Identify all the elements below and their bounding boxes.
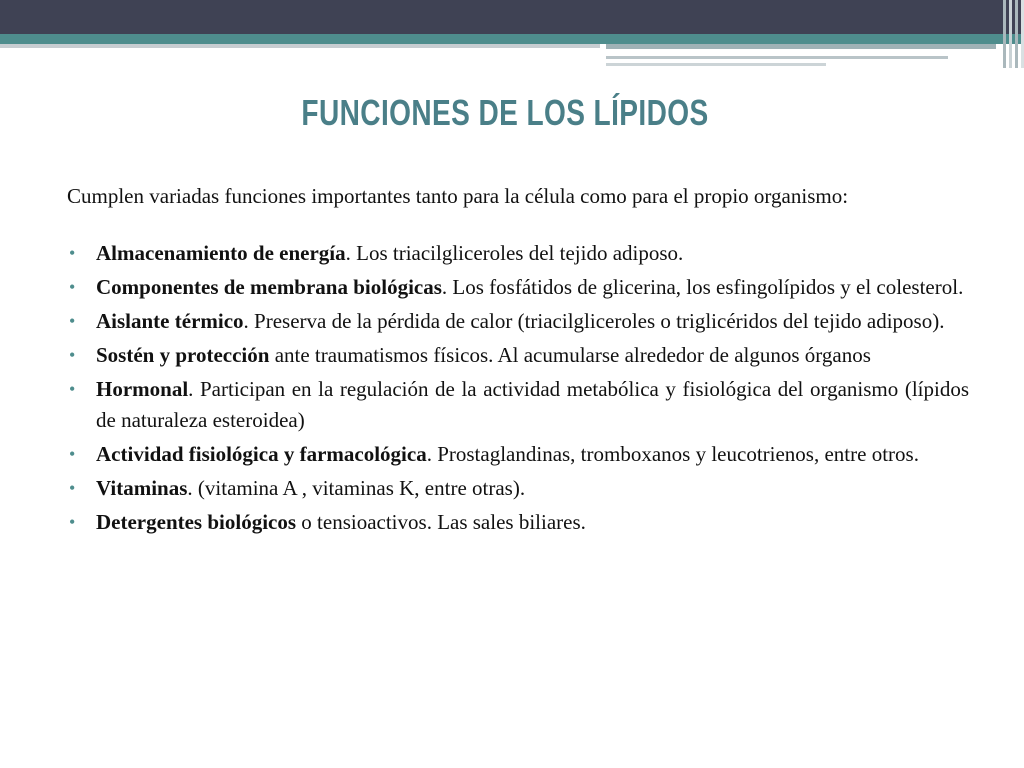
item-term: Detergentes biológicos bbox=[96, 510, 297, 534]
item-term: Aislante térmico bbox=[96, 309, 244, 333]
list-item bbox=[67, 238, 969, 269]
list-item bbox=[67, 507, 969, 538]
item-term: Sostén y protección bbox=[96, 343, 270, 367]
header-accent-line bbox=[606, 56, 948, 59]
item-text: ante traumatismos físicos. Al acumularse alrededor de algunos órganos bbox=[269, 343, 871, 367]
bullet-icon: • bbox=[69, 379, 76, 399]
header-accent-line bbox=[606, 63, 826, 66]
list-item bbox=[67, 439, 969, 470]
item-term: Actividad fisiológica y farmacológica bbox=[96, 442, 427, 466]
list-item bbox=[67, 374, 969, 436]
header-accent-line bbox=[0, 44, 600, 48]
item-text: . Los fosfátidos de glicerina, los esfingolípidos y el colesterol. bbox=[441, 275, 964, 299]
item-text: . Preserva de la pérdida de calor (triacilgliceroles o triglicéridos del tejido adiposo). bbox=[243, 309, 945, 333]
function-list bbox=[67, 238, 969, 538]
list-item bbox=[67, 272, 969, 303]
stripe bbox=[1009, 0, 1012, 68]
item-term: Hormonal bbox=[96, 377, 189, 401]
item-term: Vitaminas bbox=[96, 476, 188, 500]
item-term: Componentes de membrana biológicas bbox=[96, 275, 442, 299]
item-text: . Prostaglandinas, tromboxanos y leucotrienos, entre otros. bbox=[426, 442, 919, 466]
header-teal-bar bbox=[0, 34, 1024, 44]
slide-body bbox=[67, 181, 969, 541]
intro-text: Cumplen variadas funciones importantes tanto para la célula como para el propio organismo: bbox=[67, 184, 849, 208]
item-text: o tensioactivos. Las sales biliares. bbox=[296, 510, 586, 534]
stripe bbox=[1003, 0, 1006, 68]
header-accent-line bbox=[606, 44, 996, 49]
bullet-icon: • bbox=[69, 243, 76, 263]
bullet-icon: • bbox=[69, 478, 76, 498]
header-dark-bar bbox=[0, 0, 1024, 34]
header-stripes bbox=[994, 0, 1024, 68]
bullet-icon: • bbox=[69, 512, 76, 532]
slide-title: FUNCIONES DE LOS LÍPIDOS bbox=[301, 92, 709, 133]
bullet-icon: • bbox=[69, 311, 76, 331]
bullet-icon: • bbox=[69, 345, 76, 365]
list-item bbox=[67, 340, 969, 371]
item-term: Almacenamiento de energía bbox=[96, 241, 346, 265]
stripe bbox=[1015, 0, 1018, 68]
list-item bbox=[67, 473, 969, 504]
bullet-icon: • bbox=[69, 277, 76, 297]
bullet-icon: • bbox=[69, 444, 76, 464]
item-text: . (vitamina A , vitaminas K, entre otras). bbox=[187, 476, 526, 500]
list-item bbox=[67, 306, 969, 337]
item-text: . Participan en la regulación de la actividad metabólica y fisiológica del organismo (lípidos de naturaleza esteroidea) bbox=[96, 377, 969, 432]
item-text: . Los triacilgliceroles del tejido adiposo. bbox=[345, 241, 684, 265]
